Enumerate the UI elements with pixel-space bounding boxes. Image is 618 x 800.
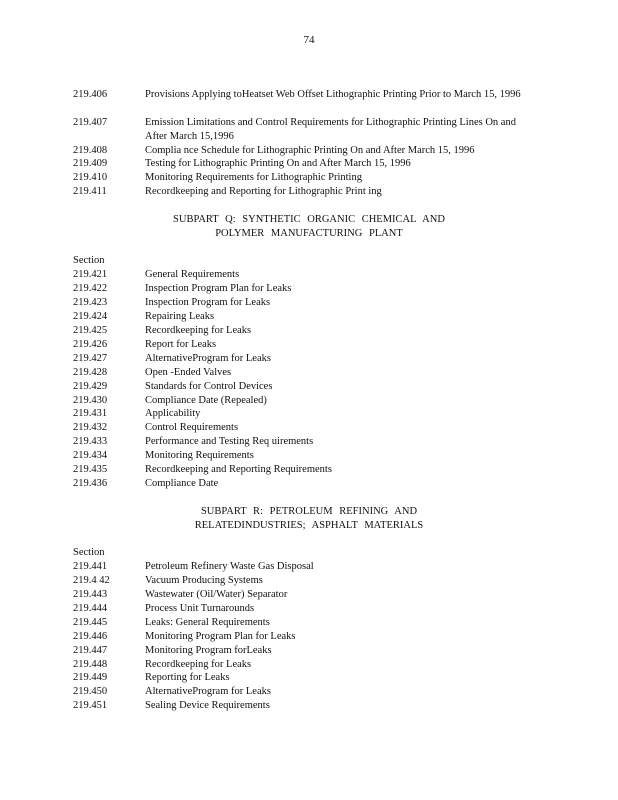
- section-number: 219.409: [73, 158, 108, 169]
- section-number: 219.433: [73, 436, 108, 447]
- section-number: 219.447: [73, 645, 108, 656]
- page-number: 74: [303, 34, 315, 46]
- section-number: 219.429: [73, 381, 108, 392]
- section-number: 219.426: [73, 339, 108, 350]
- section-number: 219.407: [73, 117, 108, 128]
- section-number: 219.428: [73, 367, 108, 378]
- section-title: Control Requirements: [145, 422, 239, 433]
- subpart-heading-line: SUBPART Q: SYNTHETIC ORGANIC CHEMICAL AND: [173, 214, 445, 225]
- section-title: Inspection Program for Leaks: [145, 297, 271, 308]
- section-title: Applicability: [145, 408, 201, 419]
- section-title: Recordkeeping and Reporting for Lithographic Print ing: [145, 186, 382, 197]
- section-title: Leaks: General Requirements: [145, 617, 270, 628]
- section-title: Process Unit Turnarounds: [145, 603, 255, 614]
- section-number: 219.435: [73, 464, 108, 475]
- section-number: 219.444: [73, 603, 108, 614]
- subpart-heading-line: RELATEDINDUSTRIES; ASPHALT MATERIALS: [194, 520, 424, 531]
- section-title: Report for Leaks: [145, 339, 217, 350]
- section-title: Inspection Program Plan for Leaks: [145, 283, 292, 294]
- section-label: Section: [73, 547, 105, 558]
- section-number: 219.427: [73, 353, 108, 364]
- section-number: 219.430: [73, 395, 108, 406]
- section-title: Monitoring Program forLeaks: [145, 645, 272, 656]
- section-number: 219.431: [73, 408, 108, 419]
- section-number: 219.411: [73, 186, 107, 197]
- section-title: Compliance Date (Repealed): [145, 395, 267, 406]
- section-label: Section: [73, 255, 105, 266]
- section-number: 219.432: [73, 422, 108, 433]
- section-title: AlternativeProgram for Leaks: [145, 353, 271, 364]
- section-number: 219.436: [73, 478, 108, 489]
- section-title: Performance and Testing Req uirements: [145, 436, 314, 447]
- section-number: 219.445: [73, 617, 108, 628]
- section-title: Monitoring Requirements: [145, 450, 254, 461]
- section-number: 219.406: [73, 89, 108, 100]
- section-title: Complia nce Schedule for Lithographic Printing On and After March 15, 1996: [145, 145, 475, 156]
- section-title: Provisions Applying toHeatset Web Offset Lithographic Printing Prior to March 15, 1996: [145, 89, 521, 100]
- section-title: Testing for Lithographic Printing On and After March 15, 1996: [145, 158, 411, 169]
- section-title: Reporting for Leaks: [145, 672, 230, 683]
- section-number: 219.443: [73, 589, 108, 600]
- section-number: 219.434: [73, 450, 108, 461]
- section-title: Recordkeeping for Leaks: [145, 325, 252, 336]
- section-number: 219.441: [73, 561, 108, 572]
- section-title: Monitoring Requirements for Lithographic Printing: [145, 172, 362, 183]
- section-title: Standards for Control Devices: [145, 381, 273, 392]
- section-number: 219.423: [73, 297, 108, 308]
- section-title: AlternativeProgram for Leaks: [145, 686, 271, 697]
- section-title: General Requirements: [145, 269, 240, 280]
- section-title: Emission Limitations and Control Requirements for Lithographic Printing Lines On and After March 15,1996: [145, 117, 516, 142]
- section-number: 219.449: [73, 672, 108, 683]
- section-title: Open -Ended Valves: [145, 367, 232, 378]
- section-title: Monitoring Program Plan for Leaks: [145, 631, 296, 642]
- section-number: 219.450: [73, 686, 108, 697]
- section-number: 219.408: [73, 145, 108, 156]
- section-number: 219.4 42: [73, 575, 110, 586]
- section-title: Vacuum Producing Systems: [145, 575, 263, 586]
- section-title: Wastewater (Oil/Water) Separator: [145, 589, 288, 600]
- section-title: Sealing Device Requirements: [145, 700, 270, 711]
- section-title: Compliance Date: [145, 478, 219, 489]
- section-number: 219.448: [73, 659, 108, 670]
- section-number: 219.446: [73, 631, 108, 642]
- subpart-heading-line: SUBPART R: PETROLEUM REFINING AND: [200, 506, 418, 517]
- section-number: 219.410: [73, 172, 108, 183]
- section-title: Recordkeeping and Reporting Requirements: [145, 464, 332, 475]
- section-number: 219.422: [73, 283, 108, 294]
- section-title: Repairing Leaks: [145, 311, 215, 322]
- section-number: 219.425: [73, 325, 108, 336]
- section-number: 219.451: [73, 700, 108, 711]
- section-number: 219.424: [73, 311, 108, 322]
- section-title: Recordkeeping for Leaks: [145, 659, 252, 670]
- section-title: Petroleum Refinery Waste Gas Disposal: [145, 561, 314, 572]
- section-number: 219.421: [73, 269, 108, 280]
- subpart-heading-line: POLYMER MANUFACTURING PLANT: [215, 228, 403, 239]
